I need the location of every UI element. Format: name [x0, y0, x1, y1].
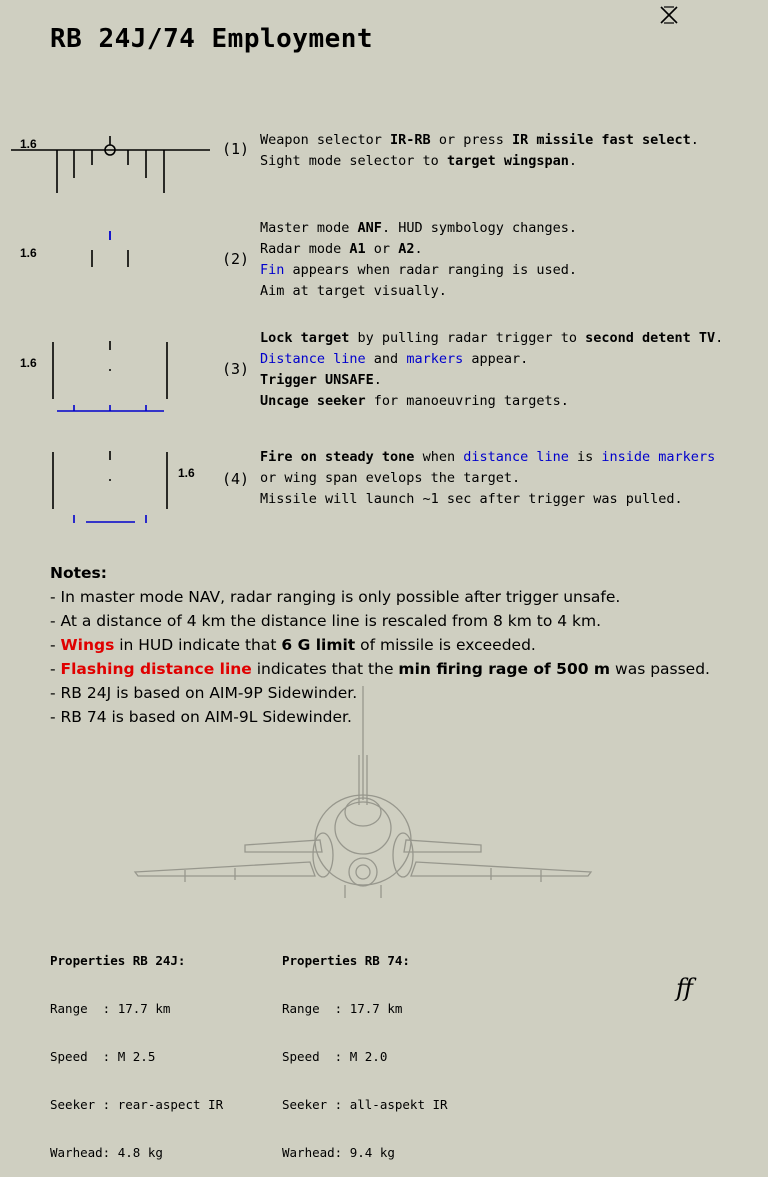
text-line [260, 349, 723, 370]
text-segment: Master mode [260, 220, 358, 236]
sight-diagram-2 [0, 225, 215, 285]
step-number: (2) [222, 250, 250, 268]
text-segment: appears when radar ranging is used. [284, 262, 577, 278]
text-segment: Aim at target visually. [260, 283, 447, 299]
text-segment: or wing span evelops the target. [260, 470, 521, 486]
text-segment: of missile is exceeded. [355, 636, 536, 654]
text-segment: is [568, 449, 602, 465]
note-item [50, 609, 710, 633]
text-line [260, 370, 723, 391]
text-segment: inside markers [601, 449, 716, 465]
text-segment: or press [430, 132, 512, 148]
text-segment: Flashing distance line [60, 660, 252, 678]
text-segment: Weapon selector [260, 132, 391, 148]
sight-diagram-1 [0, 125, 215, 205]
step-text [260, 447, 715, 510]
property-row: Range : 17.7 km [282, 1001, 403, 1016]
text-segment: markers [406, 351, 464, 367]
property-row: Speed : M 2.0 [282, 1049, 388, 1064]
text-segment: - At a distance of 4 km the distance line is rescaled from 8 km to 4 km. [50, 612, 602, 630]
step-number: (4) [222, 470, 250, 488]
note-item [50, 585, 710, 609]
step-number: (3) [222, 360, 250, 378]
text-segment: target wingspan [446, 153, 569, 169]
note-item [50, 633, 710, 657]
text-line [260, 447, 715, 468]
property-row: Seeker : all-aspekt IR [282, 1097, 448, 1112]
notes-heading: Notes: [50, 564, 107, 582]
text-segment: and [365, 351, 407, 367]
property-row: Warhead: 9.4 kg [282, 1145, 395, 1160]
text-segment: in HUD indicate that [114, 636, 282, 654]
text-line [260, 391, 723, 412]
note-item [50, 657, 710, 681]
text-segment: . HUD symbology changes. [381, 220, 578, 236]
text-segment: - RB 74 is based on AIM-9L Sidewinder. [50, 708, 352, 726]
text-segment: - [50, 660, 61, 678]
close-icon[interactable] [658, 4, 680, 26]
text-segment: . [690, 132, 699, 148]
sight-label: 1.6 [20, 246, 37, 260]
properties-heading: Properties RB 74: [282, 953, 410, 968]
text-line [260, 260, 577, 281]
text-segment: Distance line [260, 351, 366, 367]
text-segment: second detent TV [585, 330, 716, 346]
property-row: Seeker : rear-aspect IR [50, 1097, 224, 1112]
text-segment: . [373, 372, 382, 388]
text-line [260, 218, 577, 239]
note-item [50, 705, 710, 729]
property-row: Speed : M 2.5 [50, 1049, 156, 1064]
text-segment: A1 [349, 241, 366, 257]
text-segment: 6 G limit [281, 636, 356, 654]
text-segment: . [568, 153, 577, 169]
step-text [260, 130, 699, 172]
text-segment: Lock target [260, 330, 350, 346]
text-segment: IR-RB [390, 132, 431, 148]
text-segment: A2 [398, 241, 415, 257]
text-segment: Missile will launch ~1 sec after trigger was pulled. [260, 491, 683, 507]
properties-rb24j [50, 921, 223, 1177]
text-segment: for manoeuvring targets. [365, 393, 569, 409]
property-row: Range : 17.7 km [50, 1001, 171, 1016]
text-segment: Trigger UNSAFE [260, 372, 374, 388]
text-segment: IR missile fast select [511, 132, 691, 148]
step-text [260, 218, 577, 302]
text-segment: - RB 24J is based on AIM-9P Sidewinder. [50, 684, 358, 702]
text-segment: distance line [463, 449, 569, 465]
text-segment: by pulling radar trigger to [349, 330, 586, 346]
step-number: (1) [222, 140, 250, 158]
step-text [260, 328, 723, 412]
properties-heading: Properties RB 24J: [50, 953, 186, 968]
text-line [260, 239, 577, 260]
text-segment: indicates that the [251, 660, 399, 678]
text-line [260, 151, 699, 172]
text-segment: . [715, 330, 724, 346]
text-segment: when [414, 449, 464, 465]
text-line [260, 489, 715, 510]
sight-diagram-4 [0, 445, 215, 530]
text-segment: Uncage seeker [260, 393, 366, 409]
sight-label: 1.6 [178, 466, 195, 480]
text-segment: - In master mode NAV, radar ranging is only possible after trigger unsafe. [50, 588, 621, 606]
text-line [260, 281, 577, 302]
text-segment: appear. [463, 351, 529, 367]
text-segment: or [365, 241, 399, 257]
properties-rb74 [282, 921, 448, 1177]
text-line [260, 328, 723, 349]
text-line [260, 130, 699, 151]
sight-label: 1.6 [20, 137, 37, 151]
note-item [50, 681, 710, 705]
text-segment: . [414, 241, 423, 257]
text-segment: Fire on steady tone [260, 449, 415, 465]
page-title: RB 24J/74 Employment [50, 24, 374, 54]
text-segment: - [50, 636, 61, 654]
text-segment: min firing rage of 500 m [398, 660, 611, 678]
notes-section [50, 561, 710, 729]
text-segment: was passed. [610, 660, 710, 678]
property-row: Warhead: 4.8 kg [50, 1145, 163, 1160]
text-segment: Wings [60, 636, 115, 654]
text-segment: Fin [260, 262, 285, 278]
sight-diagram-3 [0, 335, 215, 420]
text-segment: Radar mode [260, 241, 350, 257]
sight-label: 1.6 [20, 356, 37, 370]
text-line [260, 468, 715, 489]
text-segment: Sight mode selector to [260, 153, 447, 169]
signature: ff [676, 974, 694, 1002]
text-segment: ANF [357, 220, 382, 236]
